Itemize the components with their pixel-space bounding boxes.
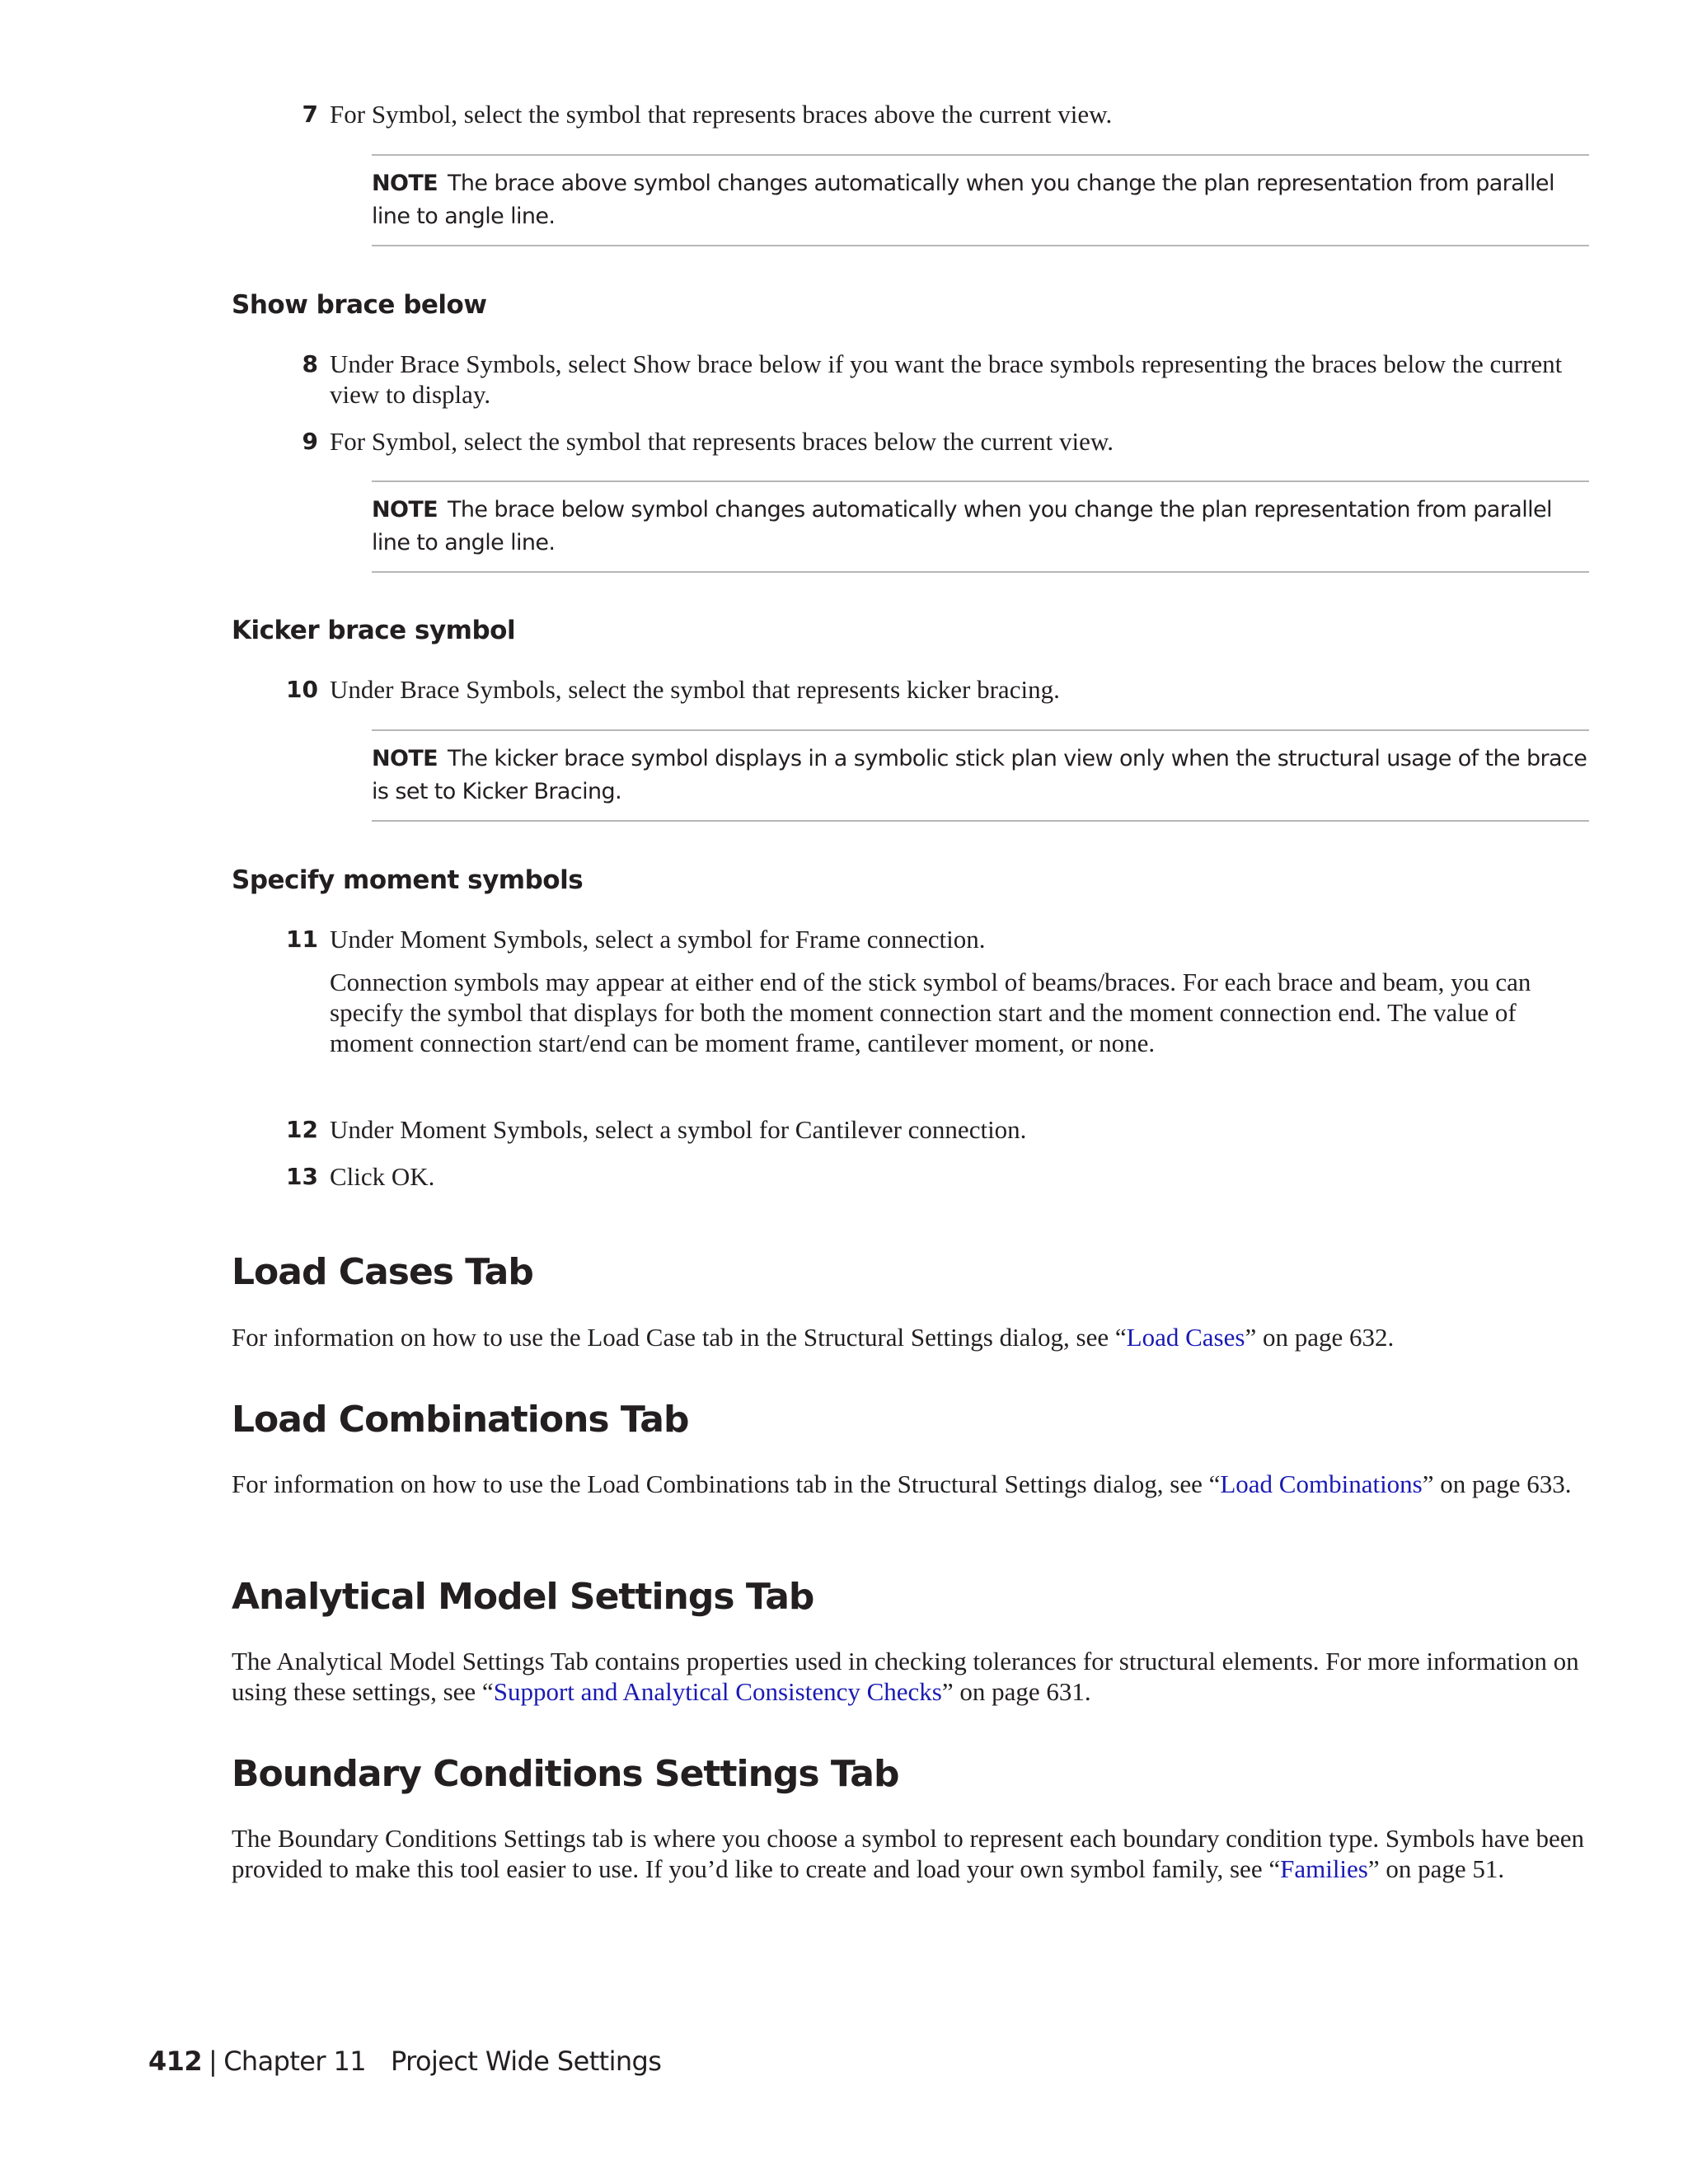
step-text: For Symbol, select the symbol that represents braces above the current view. xyxy=(330,100,1113,129)
note-brace-above xyxy=(372,154,1589,246)
link-load-combinations[interactable]: Load Combinations xyxy=(1220,1469,1423,1498)
heading-load-cases-tab: Load Cases Tab xyxy=(232,1251,533,1293)
step-text: Under Brace Symbols, select Show brace below if you want the brace symbols representing the braces below the current view to display. xyxy=(330,349,1563,409)
step-13 xyxy=(286,1161,1591,1192)
step-text: Under Moment Symbols, select a symbol for Frame connection. xyxy=(330,925,986,954)
heading-analytical-model-settings-tab: Analytical Model Settings Tab xyxy=(232,1576,814,1618)
subhead-specify-moment-symbols: Specify moment symbols xyxy=(232,865,584,895)
link-support-analytical-checks[interactable]: Support and Analytical Consistency Checks xyxy=(493,1677,942,1706)
step-7 xyxy=(302,99,1591,129)
paragraph-text: ” on page 51. xyxy=(1367,1854,1505,1883)
step-text: Under Moment Symbols, select a symbol for Cantilever connection. xyxy=(330,1115,1027,1144)
step-number: 11 xyxy=(286,926,318,953)
step-11 xyxy=(286,924,1591,1058)
paragraph-analytical xyxy=(232,1646,1592,1707)
paragraph-text: ” on page 631. xyxy=(941,1677,1091,1706)
note-text: The brace below symbol changes automatically when you change the plan representation from parallel line to angle line. xyxy=(372,497,1552,555)
subhead-kicker-brace-symbol: Kicker brace symbol xyxy=(232,616,516,645)
page-number: 412 xyxy=(148,2046,202,2077)
note-label: NOTE xyxy=(372,746,438,771)
note-label: NOTE xyxy=(372,171,438,196)
paragraph-text: ” on page 633. xyxy=(1422,1469,1572,1498)
paragraph-load-cases xyxy=(232,1322,1592,1352)
paragraph-text: The Boundary Conditions Settings tab is where you choose a symbol to represent each boundary condition type. Symbols have been provided to make this tool easier to use. If you’d like to create and load your own symbol family, see “ xyxy=(232,1824,1584,1883)
step-number: 8 xyxy=(302,350,318,377)
heading-boundary-conditions-settings-tab: Boundary Conditions Settings Tab xyxy=(232,1753,899,1795)
paragraph-text: The Analytical Model Settings Tab contains properties used in checking tolerances for structural elements. For more information on using these settings, see “ xyxy=(232,1647,1579,1706)
link-load-cases[interactable]: Load Cases xyxy=(1126,1323,1245,1352)
step-text: Under Brace Symbols, select the symbol that represents kicker bracing. xyxy=(330,675,1060,704)
subhead-show-brace-below: Show brace below xyxy=(232,290,487,320)
footer-separator: | xyxy=(209,2046,218,2077)
step-number: 7 xyxy=(302,101,318,128)
step-9 xyxy=(302,426,1591,457)
paragraph-boundary xyxy=(232,1823,1592,1884)
step-text: Click OK. xyxy=(330,1162,435,1191)
paragraph-load-combinations xyxy=(232,1469,1592,1499)
paragraph-text: For information on how to use the Load Combinations tab in the Structural Settings dialog, see “ xyxy=(232,1469,1221,1498)
heading-load-combinations-tab: Load Combinations Tab xyxy=(232,1399,689,1441)
link-families[interactable]: Families xyxy=(1280,1854,1368,1883)
step-12 xyxy=(286,1114,1591,1145)
page-footer xyxy=(148,2046,661,2077)
note-text: The brace above symbol changes automatically when you change the plan representation from parallel line to angle line. xyxy=(372,171,1554,229)
step-text: For Symbol, select the symbol that represents braces below the current view. xyxy=(330,427,1114,456)
footer-chapter-title: Project Wide Settings xyxy=(391,2046,662,2077)
footer-chapter: Chapter 11 xyxy=(223,2046,367,2077)
step-number: 9 xyxy=(302,428,318,455)
step-8 xyxy=(302,349,1591,410)
step-number: 12 xyxy=(286,1116,318,1143)
note-brace-below xyxy=(372,480,1589,573)
note-text: The kicker brace symbol displays in a symbolic stick plan view only when the structural usage of the brace is set to Kicker Bracing. xyxy=(372,746,1587,804)
step-10 xyxy=(286,674,1591,705)
note-kicker-brace xyxy=(372,729,1589,822)
note-label: NOTE xyxy=(372,497,438,523)
step-paragraph: Connection symbols may appear at either end of the stick symbol of beams/braces. For each brace and beam, you can specify the symbol that displays for both the moment connection start and the moment connection end. The value of moment connection start/end can be moment frame, cantilever moment, or none. xyxy=(330,968,1531,1057)
step-number: 10 xyxy=(286,676,318,703)
step-number: 13 xyxy=(286,1163,318,1190)
paragraph-text: For information on how to use the Load Case tab in the Structural Settings dialog, see “ xyxy=(232,1323,1127,1352)
paragraph-text: ” on page 632. xyxy=(1245,1323,1395,1352)
